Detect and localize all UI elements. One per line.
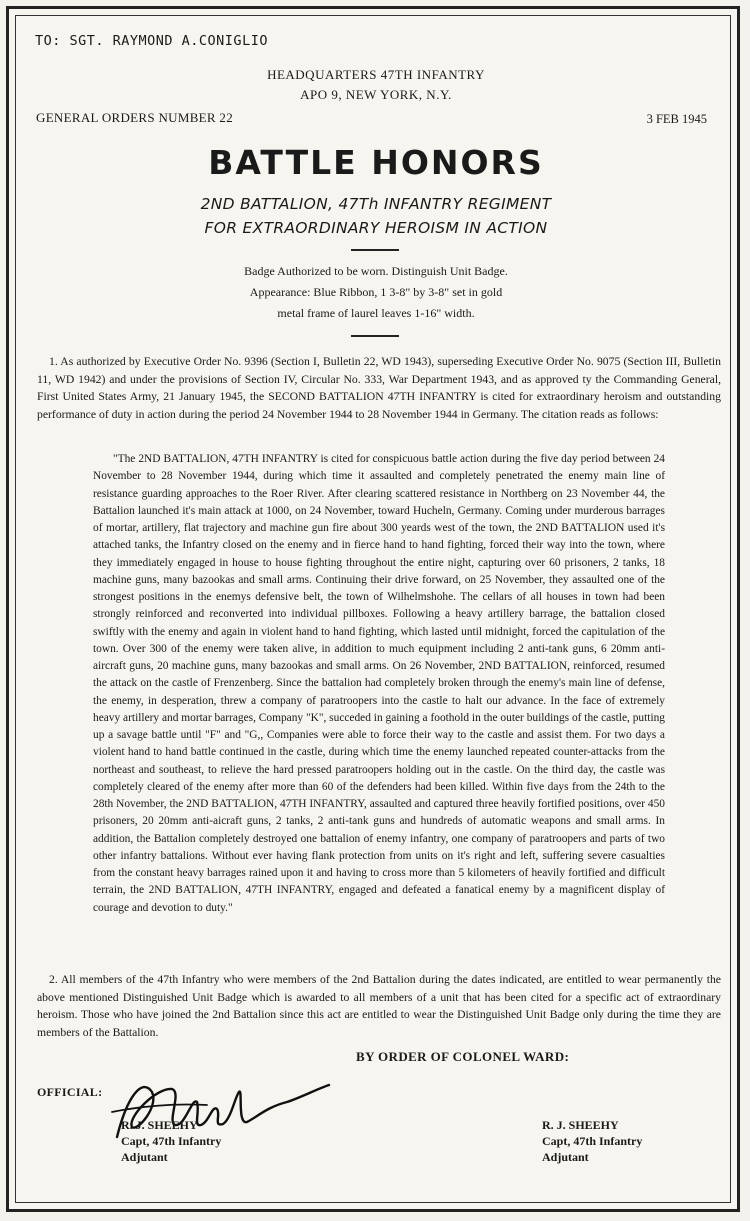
paragraph-text: 1. As authorized by Executive Order No. 9396 (Section I, Bulletin 22, WD 1943), superseding Executive Order No. 9075 (Section III, Bulletin 11, WD 1942) and under the provisions of Section IV, Circular No. 333, War Department 1943, and as approved ty the Commanding General, First United States Army, 21 January 1945, the SECOND BATTALION 47TH INFANTRY is cited for extraordinary heroism and outstanding performance of duty in action during the period 24 November 1944 to 28 November 1944 in Germany. The citation reads as follows: [37, 355, 721, 421]
apo-line: APO 9, NEW YORK, N.Y. [300, 87, 452, 102]
official-label: OFFICIAL: [37, 1085, 103, 1099]
by-order-line: BY ORDER OF COLONEL WARD: [356, 1049, 570, 1064]
signer-name: R. J. SHEEHY [121, 1118, 198, 1132]
general-orders-number: GENERAL ORDERS NUMBER 22 [36, 110, 234, 125]
badge-frame: metal frame of laurel leaves 1-16" width. [277, 306, 475, 320]
signature-block-left [121, 1117, 221, 1165]
signer-title: Adjutant [121, 1150, 168, 1164]
paragraph-authorization [37, 353, 721, 423]
citation-text [93, 451, 665, 917]
signer-name: R. J. SHEEHY [542, 1118, 619, 1132]
subtitle-battalion: 2ND BATTALION, 47Th INFANTRY REGIMENT [200, 195, 552, 213]
badge-authorization: Badge Authorized to be worn. Distinguish Unit Badge. [244, 264, 508, 278]
divider-rule [351, 249, 399, 251]
divider-rule [351, 335, 399, 337]
paragraph-entitlement [37, 971, 721, 1041]
subtitle-heroism: FOR EXTRAORDINARY HEROISM IN ACTION [204, 219, 548, 237]
citation-body: "The 2ND BATTALION, 47TH INFANTRY is cited for conspicuous battle action during the five day period between 24 November to 28 November 1944, during which time it assaulted and completely penetrated the enemy main line of resistance guarding approaches to the Roer River. After clearing scattered resistance in Northberg on 23 November 44, the Battalion launched it's main attack at 1000, on 24 November, toward Hucheln, Germany. Coming under murderous barrages of mortar, artillery, flat trajectory and machine gun fire about 300 yeards west of the town, the 2ND BATTALION used it's attached tanks, the Infantry closed on the enemy and in fierce hand to hand fighting, forced their way into the town, where they immediately engaged in house to house fighting throughout the entire night, capturing over 60 prisoners, 2 tanks, 18 machine guns, many bazookas and small arms. Continuing their drive forward, on 25 November, they assaulted one of the strongest positions in the enemys defensive belt, the town of Wilhelmshohe. The cellars of all houses in town had been strongly reinforced and reconverted into individual pillboxes. Following a heavy artillery barrage, the battalion closed swiftly with the enemy and again in violent hand to hand fighting, which lasted until midnight, forced the capitulation of the town. Over 300 of the enemy were taken alive, in addition to much equipment including 2 anti-tank guns, 6 20mm anti-aircraft guns, 20 machine guns, many bazookas and small arms. On 26 November, 2ND BATTALION, reinforced, resumed the attack on the castle of Frenzenberg. Since the battalion had completely broken through the enemy's main line of defense, the enemy, in desperation, threw a company of paratroopers into the castle to halt our advance. In the face of extremely heavy artillery and mortar barrages, Company "K", succeded in gaining a foothold in the outer buildings of the castle, putting up a savage battle until "F" and "G,, Companies were able to force their way to the castle and assist them. For two days a violent hand to hand battle continued in the castle, during which time the enemy launched repeated counter-attacks from the northeast and southeast, to relieve the hard pressed paratroopers holding out in the castle. On the third day, the castle was completely cleared of the enemy after more than 60 of the defenders had been killed. Within five days from the 24th to the 28th November, the 2ND BATTALION, 47TH INFANTRY, assaulted and captured three heavily fortified positions, over 450 prisoners, 20 20mm anti-aicraft guns, 2 tanks, 2 anti-tank guns and hundreds of automatic weapons and small arms. In addition, the Battalion completely destroyed one battalion of enemy infantry, one company of paratroopers and parts of two other infantry battalions. Without ever having flank protection from units on it's right and left, suffering severe casualties from the constant heavy barrages rained upon it and having to cross more than 5 kilometers of heavily fortified and difficult terrain, the 2ND BATTALION, 47TH INFANTRY, engaged and defeated a fanatical enemy by a magnificent display of courage and devotion to duty." [93, 453, 665, 914]
badge-appearance: Appearance: Blue Ribbon, 1 3-8" by 3-8" set in gold [249, 285, 503, 299]
headquarters-line: HEADQUARTERS 47TH INFANTRY [267, 67, 485, 82]
order-date: 3 FEB 1945 [646, 112, 707, 126]
signer-rank: Capt, 47th Infantry [542, 1134, 643, 1148]
signer-title: Adjutant [542, 1150, 589, 1164]
signer-rank: Capt, 47th Infantry [121, 1134, 222, 1148]
signature-block-right [542, 1117, 642, 1165]
paragraph-text: 2. All members of the 47th Infantry who were members of the 2nd Battalion during the dates indicated, are entitled to wear permanently the above mentioned Distinguished Unit Badge which is awarded to all members of a unit that has been cited for a specific act of extraordinary heroism. Those who have joined the 2nd Battalion since this act are entitled to wear the Distinguished Unit Badge only during the time they are members of the Battalion. [37, 973, 721, 1039]
recipient-line: TO: SGT. RAYMOND A.CONIGLIO [35, 33, 268, 49]
document-title: BATTLE HONORS [208, 143, 544, 182]
document-page [6, 6, 740, 1212]
